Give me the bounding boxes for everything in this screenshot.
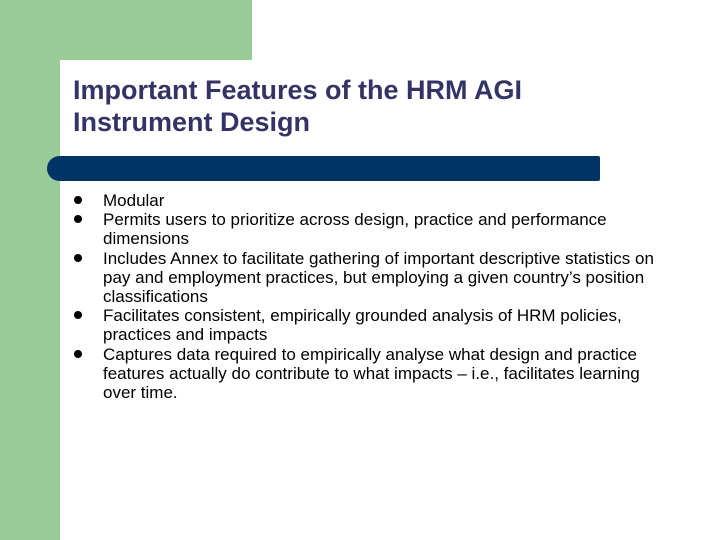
bullet-item [67,249,667,307]
bullet-dot-icon [74,311,82,319]
slide-title [73,74,673,138]
title-divider-bar [60,156,600,181]
bullet-text: Modular [103,191,165,210]
slide-title-line: Important Features of the HRM AGI [73,75,523,105]
slide-title-line: Instrument Design [73,107,311,137]
bullet-text: Includes Annex to facilitate gathering of important descriptive statistics on pay and employment practices, but employing a given country’s position classifications [103,248,654,307]
bullet-list [67,191,667,402]
bullet-dot-icon [74,215,82,223]
bullet-item [67,345,667,403]
bullet-dot-icon [74,196,82,204]
bullet-item [67,306,667,344]
bullet-text: Permits users to prioritize across design, practice and performance dimensions [103,210,607,249]
decorative-green-sidebar [0,0,60,540]
bullet-dot-icon [74,254,82,262]
bullet-text: Facilitates consistent, empirically grounded analysis of HRM policies, practices and impacts [103,306,622,345]
bullet-dot-icon [74,350,82,358]
bullet-item [67,191,667,210]
bullet-text: Captures data required to empirically analyse what design and practice features actually do contribute to what impacts – i.e., facilitates learning over time. [103,344,640,403]
bullet-item [67,210,667,248]
